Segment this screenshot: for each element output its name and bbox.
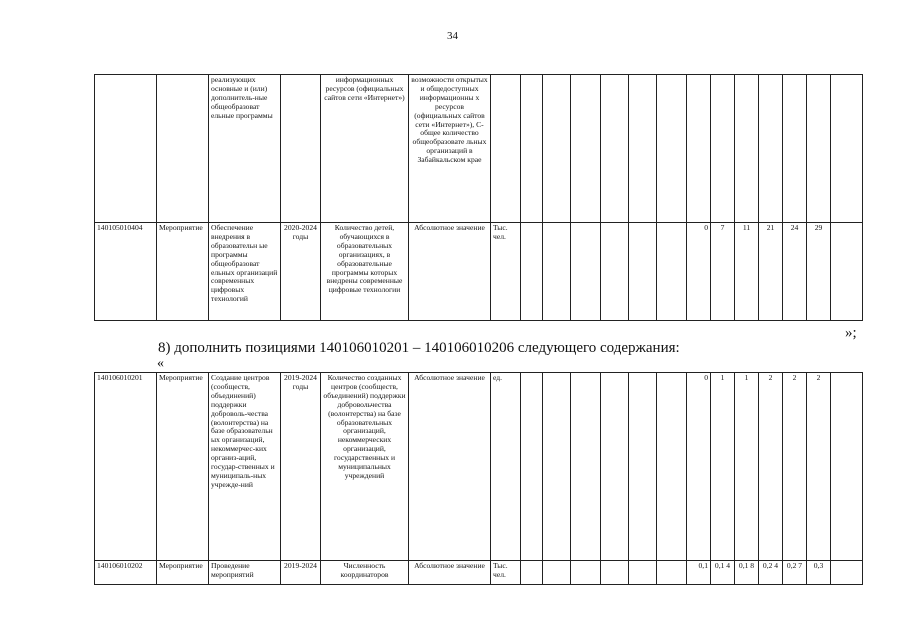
cell-type: Мероприятие (157, 223, 209, 321)
cell-unit: ед. (491, 373, 521, 561)
cell-value: 2 (783, 373, 807, 561)
cell-value: 0 (687, 373, 711, 561)
cell-method: возможности открытых и общедоступных информационны х ресурсов (официальных сайтов сети «Интернет»), С- общее количество общеобразовате льных организаций в Забайкальском крае (409, 75, 491, 223)
cell-name: Создание центров (сообществ, объединений) поддержки доброволь-чества (волонтерства) на базе образовательн ых организаций, некоммерчес-ких организ-аций, государ-ственных и муниципаль-ных учрежде-ний (209, 373, 281, 561)
cell-value: 0 (687, 223, 711, 321)
cell-indicator: Количество созданных центров (сообществ, объединений) поддержки добровольчества (волонтерства) на базе образовательных организаций, некоммерческих организаций, государственных и муниципальных учреждений (321, 373, 409, 561)
table-row (95, 75, 863, 223)
cell-name: реализующих основные и (или) дополнитель-ные общеобразоват ельные программы (209, 75, 281, 223)
cell-type: Мероприятие (157, 373, 209, 561)
section-heading: 8) дополнить позициями 140106010201 – 140106010206 следующего содержания: (158, 340, 680, 356)
cell-indicator: информационных ресурсов (официальных сайтов сети «Интернет») (321, 75, 409, 223)
cell-value: 0,1 (687, 561, 711, 585)
table-top (94, 74, 863, 321)
cell-unit: Тыс. чел. (491, 561, 521, 585)
cell-value: 0,2 4 (759, 561, 783, 585)
cell-method: Абсолютное значение (409, 373, 491, 561)
cell-value: 29 (807, 223, 831, 321)
cell-code: 140105010404 (95, 223, 157, 321)
cell-years: 2019-2024 годы (281, 373, 321, 561)
table-row (95, 223, 863, 321)
cell-unit: Тыс. чел. (491, 223, 521, 321)
table-bottom (94, 372, 863, 585)
cell-value: 1 (711, 373, 735, 561)
cell-value: 21 (759, 223, 783, 321)
cell-method: Абсолютное значение (409, 561, 491, 585)
cell-name: Проведение мероприятий (209, 561, 281, 585)
cell-type: Мероприятие (157, 561, 209, 585)
cell-indicator: Количество детей, обучающихся в образовательных организациях, в образовательные программы которых внедрены современные цифровые технологии (321, 223, 409, 321)
cell-code: 140106010201 (95, 373, 157, 561)
cell-value: 2 (807, 373, 831, 561)
cell-value: 0,1 8 (735, 561, 759, 585)
table-row (95, 561, 863, 585)
cell-value: 24 (783, 223, 807, 321)
cell-value: 0,3 (807, 561, 831, 585)
cell-years: 2019-2024 (281, 561, 321, 585)
opening-quote: « (157, 356, 164, 371)
cell-indicator: Численность координаторов (321, 561, 409, 585)
cell-code: 140106010202 (95, 561, 157, 585)
cell-method: Абсолютное значение (409, 223, 491, 321)
cell-years: 2020-2024 годы (281, 223, 321, 321)
closing-quote: »; (845, 325, 857, 341)
cell-value: 0,2 7 (783, 561, 807, 585)
cell-value: 2 (759, 373, 783, 561)
page-number: 34 (447, 30, 458, 42)
cell-value: 0,1 4 (711, 561, 735, 585)
table-row (95, 373, 863, 561)
cell-name: Обеспечение внедрения в образовательн ые программы общеобразоват ельных организаций современных цифровых технологий (209, 223, 281, 321)
cell-value: 11 (735, 223, 759, 321)
cell-value: 7 (711, 223, 735, 321)
cell-value: 1 (735, 373, 759, 561)
